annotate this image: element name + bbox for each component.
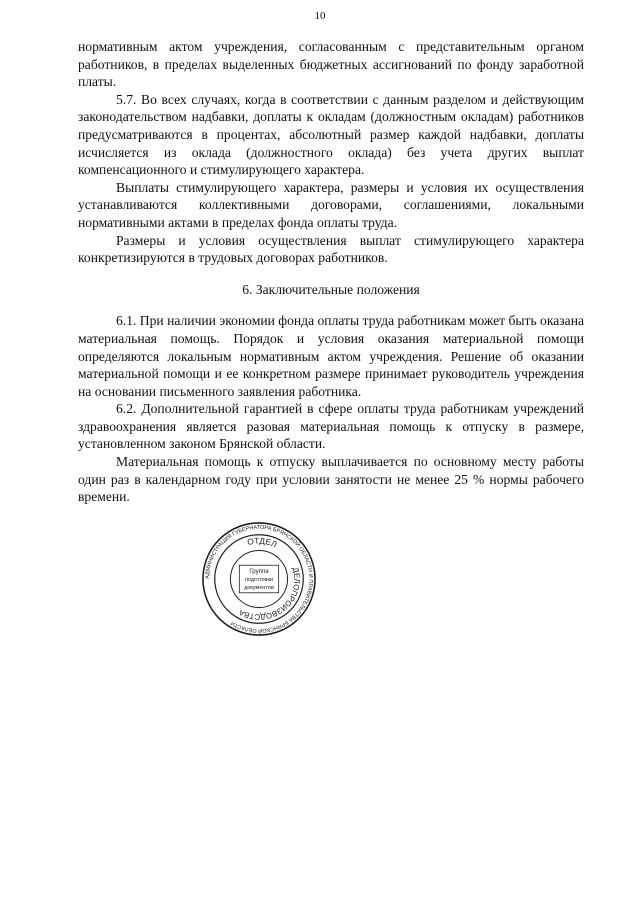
paragraph-5-7: 5.7. Во всех случаях, когда в соответствии с данным разделом и действующим законодательством надбавки, доплаты к окладам (должностным окладам) работников предусматриваются в процентах, абсолютный размер каждой надбавки, доплаты исчисляется из оклада (должностного оклада) без учета других выплат компенсационного и стимулирующего характера.: [78, 91, 584, 178]
paragraph-stimulating-conditions: Размеры и условия осуществления выплат стимулирующего характера конкретизируются в трудовых договорах работников.: [78, 232, 584, 266]
official-stamp: [200, 520, 318, 638]
stamp-inner-ring: ДЕЛОПРОИЗВОДСТВА: [237, 566, 302, 622]
stamp-seal-icon: [200, 520, 318, 638]
paragraph-continuation: нормативным актом учреждения, согласованным с представительным органом работников, в пределах выделенных бюджетных ассигнований по фонду заработной платы.: [78, 39, 584, 90]
stamp-outer-text: АДМИНИСТРАЦИЯ ГУБЕРНАТОРА БРЯНСКОЙ ОБЛАСТИ И ПРАВИТЕЛЬСТВА БРЯНСКОЙ ОБЛАСТИ: [204, 524, 314, 634]
section-title: 6. Заключительные положения: [242, 281, 420, 297]
stamp-center-line-2: подготовки: [245, 576, 273, 583]
stamp-center-line-3: документов: [244, 584, 274, 591]
stamp-inner-top: ОТДЕЛ: [246, 535, 279, 550]
paragraph-6-2: 6.2. Дополнительной гарантией в сфере оплаты труда работникам учреждений здравоохранения является разовая материальная помощь к отпуску в размере, установленном законом Брянской области.: [78, 401, 584, 452]
document-body: [78, 38, 584, 506]
page-number: 10: [314, 10, 326, 22]
paragraph-stimulating-payments: Выплаты стимулирующего характера, размеры и условия их осуществления устанавливаются коллективными договорами, соглашениями, локальными нормативными актами в пределах фонда оплаты труда.: [78, 179, 584, 230]
paragraph-vacation-aid: Материальная помощь к отпуску выплачивается по основному месту работы один раз в календарном году при условии занятости не менее 25 % нормы рабочего времени.: [78, 454, 584, 505]
stamp-center-line-1: Группа: [249, 568, 269, 576]
paragraph-6-1: 6.1. При наличии экономии фонда оплаты труда работникам может быть оказана материальная помощь. Порядок и условия оказания материальной помощи определяются локальным нормативным актом учреждения. Решение об оказании материальной помощи и ее конкретном размере принимает руководитель учреждения на основании письменного заявления работника.: [78, 313, 584, 399]
